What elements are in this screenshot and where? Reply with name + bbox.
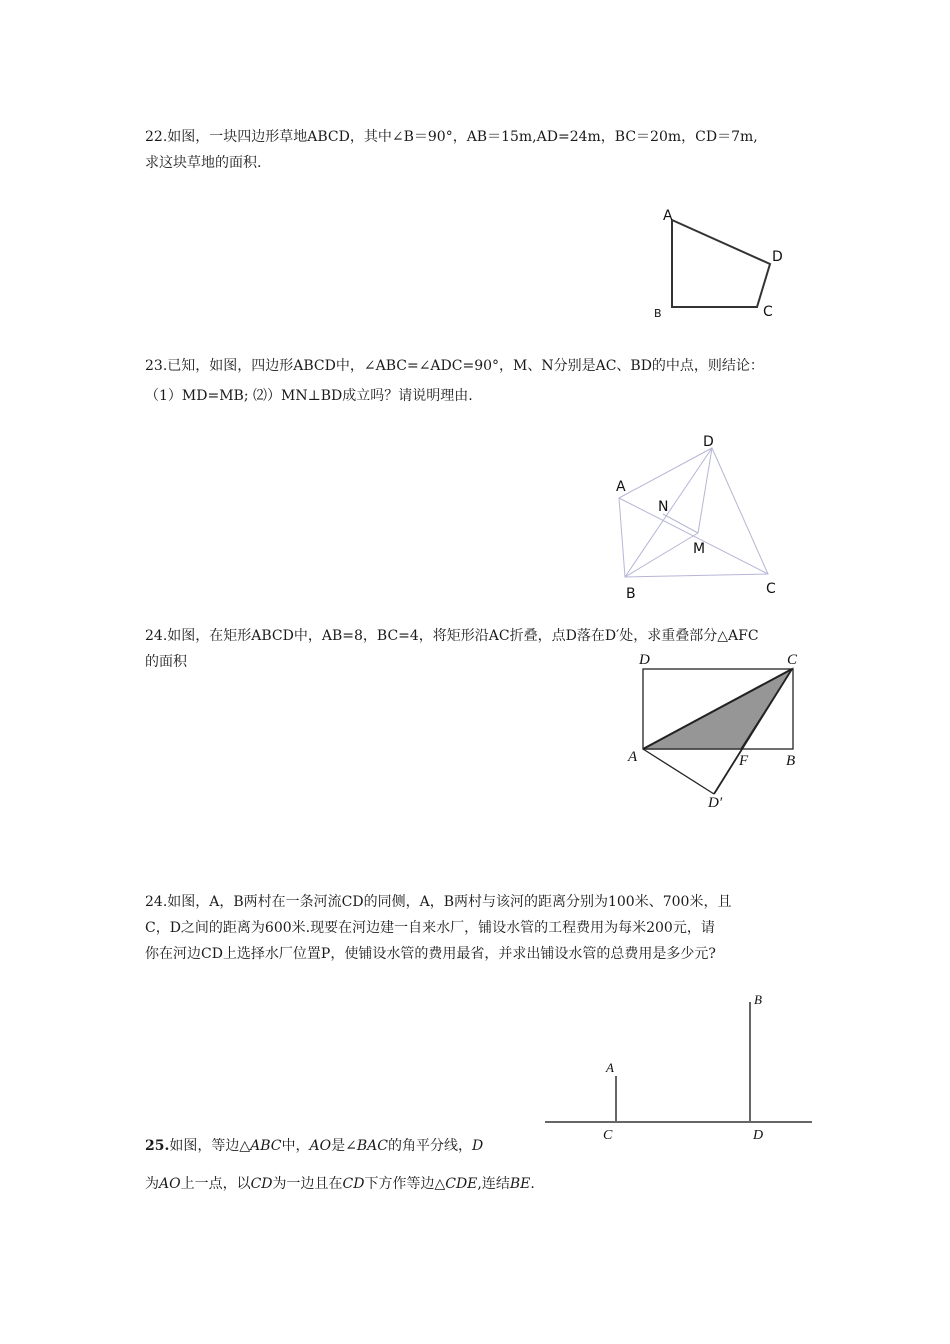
q23-label-N: N	[658, 499, 669, 515]
q24a-text-line1: 24.如图，在矩形ABCD中，AB=8，BC=4，将矩形沿AC折叠，点D落在D′处，求重叠部分△AFC	[145, 628, 759, 644]
q23-text-line2: （1）MD=MB; ⑵）MN⊥BD成立吗？请说明理由.	[145, 388, 473, 404]
q24b-text-line3: 你在河边CD上选择水厂位置P，使铺设水管的费用最省，并求出铺设水管的总费用是多少元?	[145, 946, 716, 962]
q22-text-line2: 求这块草地的面积.	[145, 155, 262, 171]
q24b-river-figure	[540, 990, 820, 1145]
q22-label-C: C	[763, 304, 773, 320]
q24b-text-line1: 24.如图，A，B两村在一条河流CD的同侧，A，B两村与该河的距离分别为100米、700米，且	[145, 894, 732, 910]
q24b-label-D: D	[753, 1128, 764, 1143]
q24b-label-C: C	[603, 1128, 613, 1143]
q22-label-D: D	[772, 249, 783, 265]
q25-text-line1: 25.如图，等边△ABC中，AO是∠BAC的角平分线，D	[145, 1138, 484, 1154]
q25-number: 25.	[145, 1138, 170, 1154]
q23-figure-lines	[619, 448, 768, 577]
q22-quadrilateral-shape	[672, 220, 770, 307]
q24a-label-A: A	[628, 749, 638, 765]
q24a-text-line2: 的面积	[145, 654, 187, 670]
q23-label-M: M	[693, 541, 706, 557]
q22-text-line1: 22.如图，一块四边形草地ABCD，其中∠B＝90°，AB＝15m,AD=24m，BC＝20m，CD＝7m,	[145, 129, 758, 145]
q22-quadrilateral-figure	[640, 200, 800, 325]
q23-label-C: C	[766, 581, 776, 597]
q24b-text-line2: C，D之间的距离为600米.现要在河边建一自来水厂，铺设水管的工程费用为每米200元，请	[145, 920, 715, 936]
q23-label-B: B	[626, 586, 636, 602]
q23-quadrilateral-figure	[605, 430, 790, 605]
q24b-label-B: B	[754, 992, 762, 1007]
q22-label-A: A	[663, 208, 673, 224]
q24a-label-F: F	[739, 753, 749, 769]
q23-label-D: D	[703, 434, 714, 450]
q24b-label-A: A	[606, 1060, 614, 1075]
q24a-rectangle-figure	[620, 648, 820, 813]
q23-text-line1: 23.已知，如图，四边形ABCD中，∠ABC=∠ADC=90°，M、N分别是AC、BD的中点，则结论：	[145, 358, 764, 374]
q24a-label-B: B	[786, 753, 796, 769]
q24a-label-Dprime: D′	[708, 795, 723, 811]
q23-label-A: A	[616, 479, 626, 495]
q24a-label-C: C	[787, 652, 798, 668]
q22-label-B: B	[654, 307, 662, 320]
q24a-label-D: D	[639, 652, 650, 668]
q25-text-line2: 为AO上一点，以CD为一边且在CD下方作等边△CDE,连结BE.	[145, 1176, 535, 1192]
